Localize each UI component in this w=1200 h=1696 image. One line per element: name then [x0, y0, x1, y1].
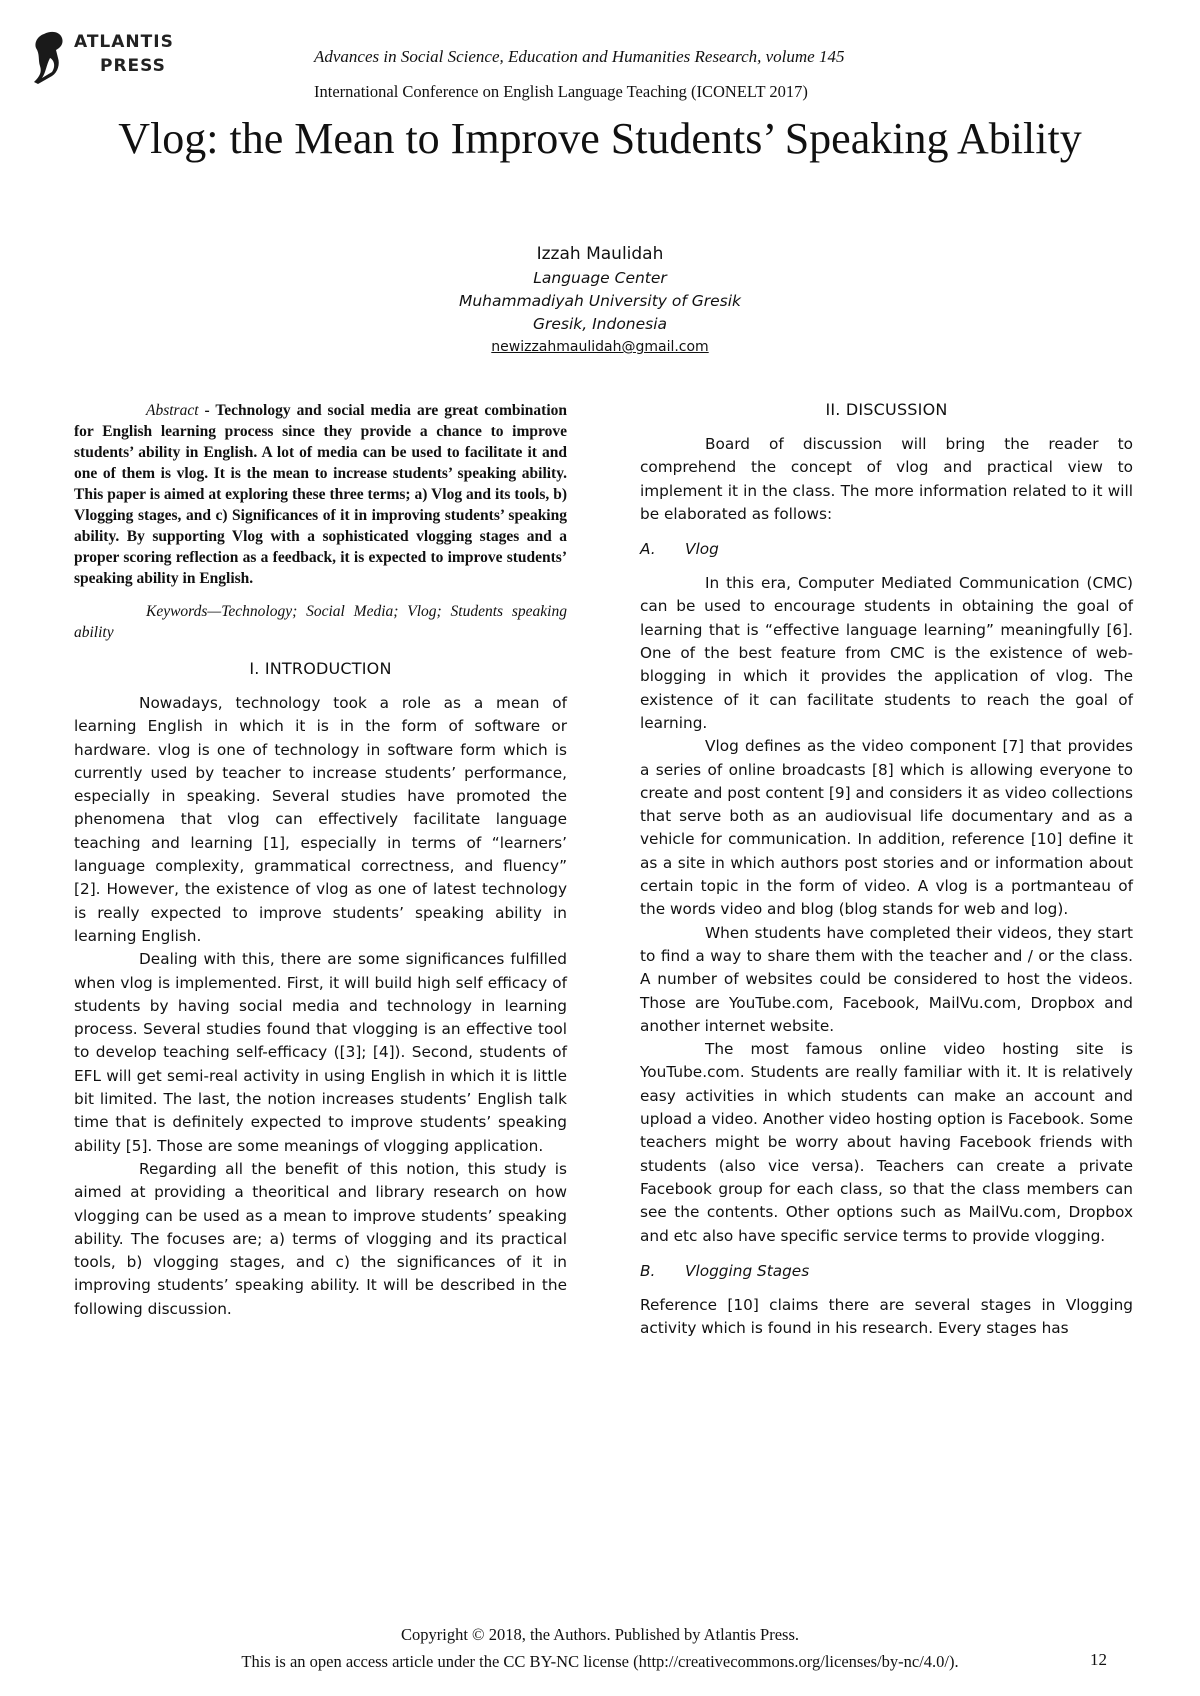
subsection-number: A.	[640, 540, 656, 559]
logo-word-atlantis: ATLANTIS	[74, 32, 174, 52]
paper-title: Vlog: the Mean to Improve Students’ Speaking Ability	[118, 114, 1082, 163]
vlog-paragraph: When students have completed their videos, they start to find a way to share them with the teacher and / or the class. A number of websites could be considered to host the videos. Those are YouTube.com, Facebook, MailVu.com, Dropbox and another internet website.	[640, 923, 1133, 1035]
subsection-number: B.	[640, 1261, 656, 1280]
atlantis-logo-icon	[30, 28, 78, 88]
discussion-intro: Board of discussion will bring the reader to comprehend the concept of vlog and practical view to implement it in the class. The more information related to it will be elaborated as follows:	[640, 435, 1133, 523]
page-number: 12	[1090, 1650, 1107, 1669]
right-column	[640, 400, 1133, 1340]
copyright-notice: Copyright © 2018, the Authors. Published by Atlantis Press.	[400, 1625, 799, 1644]
author-block	[300, 242, 900, 358]
left-column	[74, 400, 567, 1321]
vlog-paragraph: In this era, Computer Mediated Communication (CMC) can be used to encourage students in obtaining the goal of learning that is “effective language learning” meaningfully [6]. One of the best feature from CMC is the existence of web-blogging in which it provides the application of vlog. The existence of it can facilitate students to reach the goal of learning.	[640, 574, 1133, 732]
abstract-text: - Technology and social media are great combination for English learning process since they provide a chance to improve students’ ability in English. A lot of media can be used to facilitate it and one of them is vlog. It is the mean to increase students’ speaking ability. This paper is aimed at exploring these three terms; a) Vlog and its tools, b) Vlogging stages, and c) Significances of it in improving students’ speaking ability. By supporting Vlog with a sophisticated vlogging stages and a proper scoring reflection as a feedback, it is expected to improve students’ speaking ability in English.	[74, 402, 567, 587]
author-location: Gresik, Indonesia	[532, 315, 668, 333]
subsection-title: Vlog	[685, 540, 719, 559]
subsection-title: Vlogging Stages	[685, 1261, 810, 1280]
subsection-heading-vlog	[640, 540, 1133, 558]
publisher-logo	[30, 28, 180, 90]
section-heading-introduction: I. INTRODUCTION	[249, 659, 392, 678]
author-name: Izzah Maulidah	[536, 244, 664, 264]
abstract	[74, 400, 567, 589]
stages-paragraph: Reference [10] claims there are several stages in Vlogging activity which is found in his research. Every stages has	[640, 1295, 1133, 1338]
vlog-paragraph: Vlog defines as the video component [7] that provides a series of online broadcasts [8] which is allowing everyone to create and post content [9] and considers it as video collections that serve both as an audiovisual life documentary and as a vehicle for communication. In addition, reference [10] define it as a site in which authors post stories and or information about certain topic in the form of video. A vlog is a portmanteau of the words video and blog (blog stands for web and log).	[640, 737, 1133, 919]
logo-word-press: PRESS	[100, 56, 166, 76]
license-notice: This is an open access article under the CC BY-NC license (http://creativecommons.org/licenses/by-nc/4.0/).	[241, 1652, 959, 1671]
series-title: Advances in Social Science, Education and Humanities Research, volume 145	[314, 47, 845, 66]
intro-paragraph: Dealing with this, there are some significances fulfilled when vlog is implemented. First, it will build high self efficacy of students by having social media and technology in learning process. Several studies found that vlogging is an effective tool to develop teaching self-efficacy ([3]; [4]). Second, students of EFL will get semi-real activity in using English in which it is little bit limited. The last, the notion increases students’ English talk time that is definitely expected to improve students’ speaking ability [5]. Those are some meanings of vlogging application.	[74, 950, 567, 1155]
conference-name: International Conference on English Language Teaching (ICONELT 2017)	[314, 82, 808, 101]
author-department: Language Center	[533, 269, 667, 287]
author-university: Muhammadiyah University of Gresik	[458, 292, 742, 310]
keywords: Keywords—Technology; Social Media; Vlog; Students speaking ability	[74, 603, 567, 641]
subsection-heading-vlogging-stages	[640, 1262, 1133, 1280]
vlog-paragraph: The most famous online video hosting site is YouTube.com. Students are really familiar with it. It is relatively easy activities in which students can make an account and upload a video. Another video hosting option is Facebook. Some teachers might be worry about having Facebook friends with students (also vice versa). Teachers can create a private Facebook group for each class, so that the class members can see the contents. Other options such as MailVu.com, Dropbox and etc also have specific service terms to provide vlogging.	[640, 1040, 1133, 1245]
author-email[interactable]: newizzahmaulidah@gmail.com	[491, 339, 709, 355]
abstract-label: Abstract	[146, 402, 199, 419]
intro-paragraph: Nowadays, technology took a role as a mean of learning English in which it is in the form of software or hardware. vlog is one of technology in software form which is currently used by teacher to increase students’ performance, especially in speaking. Several studies have promoted the phenomena that vlog can effectively facilitate language teaching and learning [1], especially in terms of “learners’ language complexity, grammatical correctness, and fluency” [2]. However, the existence of vlog as one of latest technology is really expected to improve students’ speaking ability in learning English.	[74, 694, 567, 945]
intro-paragraph: Regarding all the benefit of this notion, this study is aimed at providing a theoritical and library research on how vlogging can be used as a mean to improve students’ speaking ability. The focuses are; a) terms of vlogging and its practical tools, b) vlogging stages, and c) the significances of it in improving students’ speaking ability. It will be described in the following discussion.	[74, 1159, 567, 1318]
section-heading-discussion: II. DISCUSSION	[825, 400, 948, 419]
